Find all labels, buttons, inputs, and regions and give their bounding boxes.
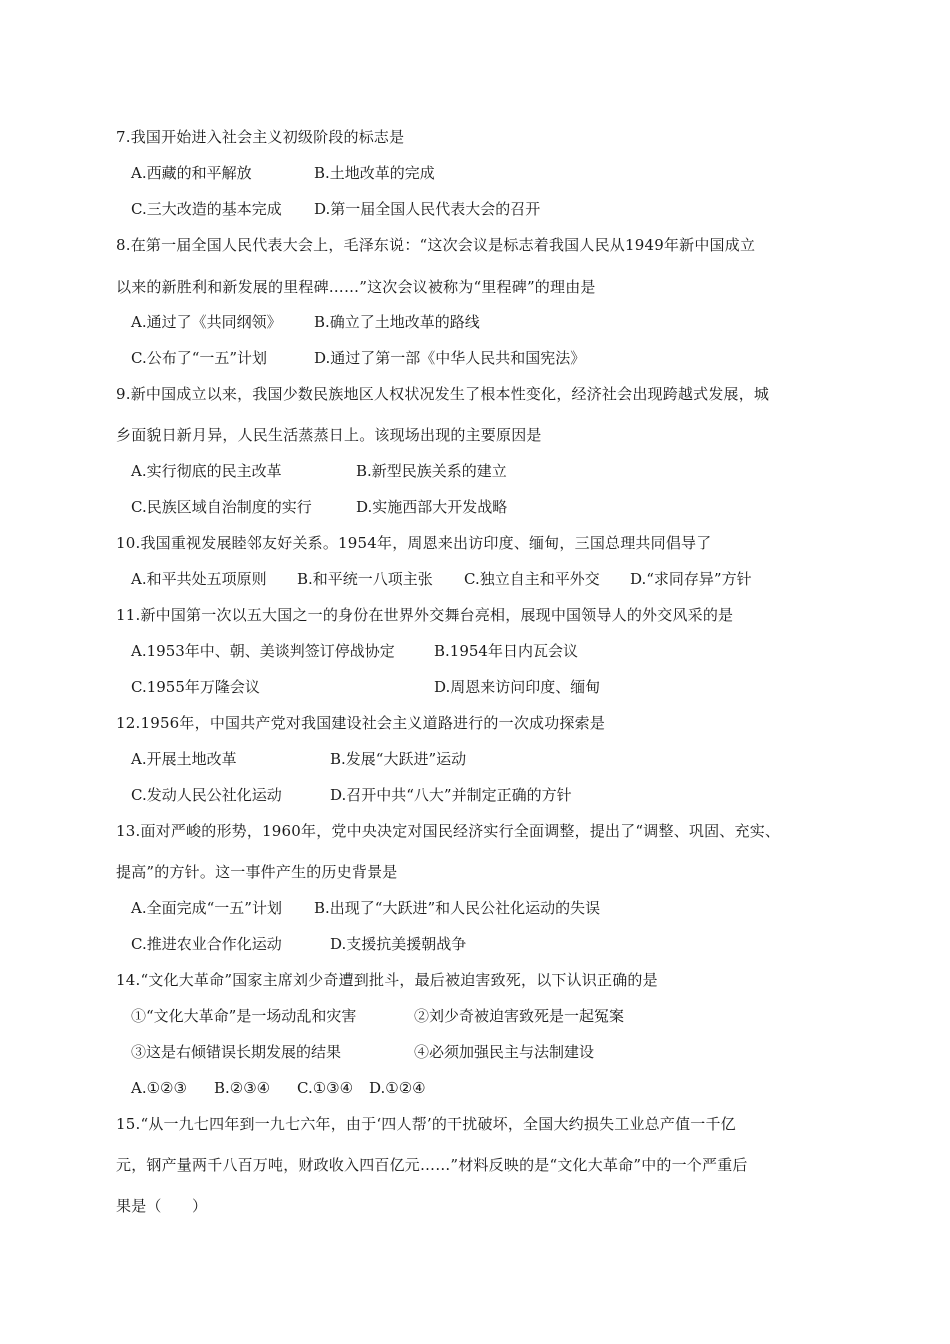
question-stem: 元，钢产量两千八百万吨，财政收入四百亿元……”材料反映的是“文化大革命”中的一个严重后 [116, 1156, 748, 1174]
option-d: D.第一届全国人民代表大会的召开 [314, 200, 541, 218]
option-c: C.公布了“一五”计划 [131, 349, 268, 367]
option-c: C.民族区域自治制度的实行 [131, 498, 312, 516]
statement-4: ④必须加强民主与法制建设 [414, 1043, 595, 1061]
option-c: C.1955年万隆会议 [131, 678, 260, 696]
question-stem: 15.“从一九七四年到一九七六年，由于‘四人帮’的干扰破坏，全国大约损失工业总产值一千亿 [116, 1115, 736, 1133]
question-stem: 9.新中国成立以来，我国少数民族地区人权状况发生了根本性变化，经济社会出现跨越式发展，城 [116, 385, 770, 403]
question-stem: 10.我国重视发展睦邻友好关系。1954年，周恩来出访印度、缅甸，三国总理共同倡导了 [116, 534, 712, 552]
option-c: C.①③④ [297, 1079, 354, 1097]
question-stem: 8.在第一届全国人民代表大会上，毛泽东说：“这次会议是标志着我国人民从1949年新中国成立 [116, 236, 756, 254]
statement-1: ①“文化大革命”是一场动乱和灾害 [131, 1007, 357, 1025]
option-b: B.确立了土地改革的路线 [314, 313, 480, 331]
option-b: B.出现了“大跃进”和人民公社化运动的失误 [314, 899, 601, 917]
option-a: A.①②③ [131, 1079, 187, 1097]
option-c: C.推进农业合作化运动 [131, 935, 282, 953]
question-stem: 12.1956年，中国共产党对我国建设社会主义道路进行的一次成功探索是 [116, 714, 606, 732]
option-d: D.召开中共“八大”并制定正确的方针 [330, 786, 572, 804]
option-c: C.三大改造的基本完成 [131, 200, 282, 218]
question-stem: 11.新中国第一次以五大国之一的身份在世界外交舞台亮相，展现中国领导人的外交风采的是 [116, 606, 734, 624]
option-a: A.实行彻底的民主改革 [131, 462, 282, 480]
option-b: B.新型民族关系的建立 [356, 462, 507, 480]
option-a: A.通过了《共同纲领》 [131, 313, 282, 331]
option-d: D.①②④ [369, 1079, 426, 1097]
option-a: A.全面完成“一五”计划 [131, 899, 282, 917]
option-a: A.开展土地改革 [131, 750, 237, 768]
option-b: B.土地改革的完成 [314, 164, 435, 182]
option-c: C.发动人民公社化运动 [131, 786, 282, 804]
option-a: A.西藏的和平解放 [131, 164, 252, 182]
option-d: D.支援抗美援朝战争 [330, 935, 467, 953]
option-c: C.独立自主和平外交 [464, 570, 600, 588]
question-stem: 提高”的方针。这一事件产生的历史背景是 [116, 863, 398, 881]
question-stem: 以来的新胜利和新发展的里程碑……”这次会议被称为“里程碑”的理由是 [116, 278, 596, 296]
option-d: D.通过了第一部《中华人民共和国宪法》 [314, 349, 586, 367]
option-b: B.和平统一八项主张 [297, 570, 433, 588]
option-d: D.“求同存异”方针 [630, 570, 752, 588]
question-stem: 乡面貌日新月异，人民生活蒸蒸日上。该现场出现的主要原因是 [116, 426, 542, 444]
statement-3: ③这是右倾错误长期发展的结果 [131, 1043, 342, 1061]
question-stem: 7.我国开始进入社会主义初级阶段的标志是 [116, 128, 405, 146]
option-b: B.②③④ [214, 1079, 271, 1097]
question-stem: 14.“文化大革命”国家主席刘少奇遭到批斗，最后被迫害致死，以下认识正确的是 [116, 971, 658, 989]
option-d: D.实施西部大开发战略 [356, 498, 508, 516]
option-a: A.1953年中、朝、美谈判签订停战协定 [131, 642, 395, 660]
option-b: B.发展“大跃进”运动 [330, 750, 467, 768]
statement-2: ②刘少奇被迫害致死是一起冤案 [414, 1007, 625, 1025]
question-stem: 果是（ ） [116, 1197, 208, 1215]
option-a: A.和平共处五项原则 [131, 570, 267, 588]
question-stem: 13.面对严峻的形势，1960年，党中央决定对国民经济实行全面调整，提出了“调整、巩固、充实、 [116, 822, 781, 840]
option-b: B.1954年日内瓦会议 [434, 642, 578, 660]
option-d: D.周恩来访问印度、缅甸 [434, 678, 601, 696]
